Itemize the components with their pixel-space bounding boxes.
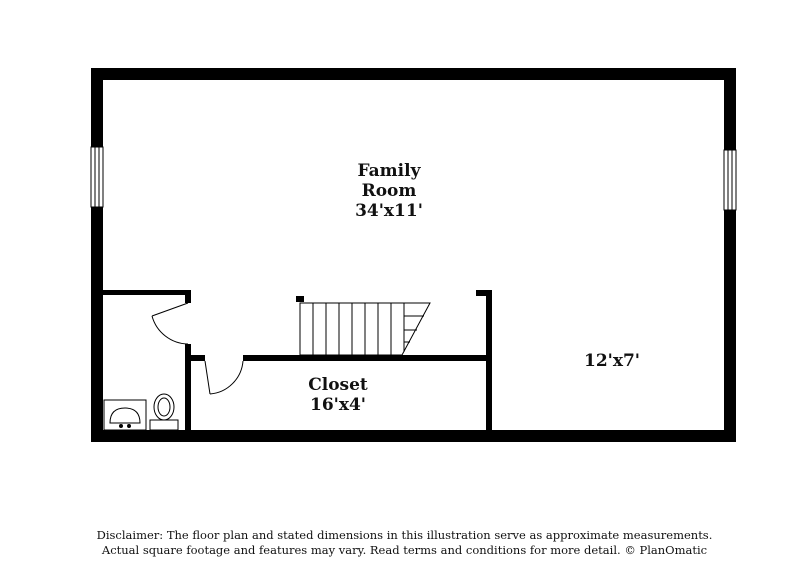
disclaimer-line-1: Disclaimer: The floor plan and stated dimensions in this illustration serve as approximate measurements. bbox=[96, 528, 713, 542]
stairs bbox=[300, 303, 430, 355]
wall-bottom bbox=[91, 430, 736, 442]
wall-top bbox=[91, 68, 736, 80]
bathroom-door-jamb-bottom bbox=[185, 344, 191, 352]
disclaimer bbox=[0, 528, 809, 558]
bathtub bbox=[104, 400, 146, 430]
closet-door bbox=[205, 361, 243, 394]
interior-walls bbox=[103, 290, 492, 430]
stair-right-wall bbox=[486, 290, 492, 430]
toilet bbox=[150, 394, 178, 430]
closet-top-wall bbox=[243, 355, 491, 361]
family-room-dims: 34'x11' bbox=[355, 201, 423, 221]
bathroom-door bbox=[152, 303, 188, 344]
closet-dims: 16'x4' bbox=[309, 395, 367, 415]
bathroom-door-jamb-top bbox=[185, 290, 191, 303]
bathroom-right-wall bbox=[185, 352, 191, 430]
bathroom-top-wall bbox=[103, 290, 191, 295]
family-room-name-line2: Room bbox=[361, 181, 417, 201]
stair-top-wall-stub bbox=[476, 290, 492, 296]
window-right bbox=[724, 150, 736, 210]
closet-door-jamb-left bbox=[191, 355, 205, 361]
wall-right bbox=[724, 68, 736, 442]
room-12x7-dims: 12'x7' bbox=[583, 351, 641, 371]
closet-name: Closet bbox=[308, 375, 368, 395]
disclaimer-line-2: Actual square footage and features may vary. Read terms and conditions for more detail. © PlanOmatic bbox=[101, 543, 708, 557]
window-left bbox=[91, 147, 103, 207]
stair-left-stub bbox=[296, 296, 304, 302]
family-room-name-line1: Family bbox=[357, 161, 421, 181]
wall-left bbox=[91, 68, 103, 442]
